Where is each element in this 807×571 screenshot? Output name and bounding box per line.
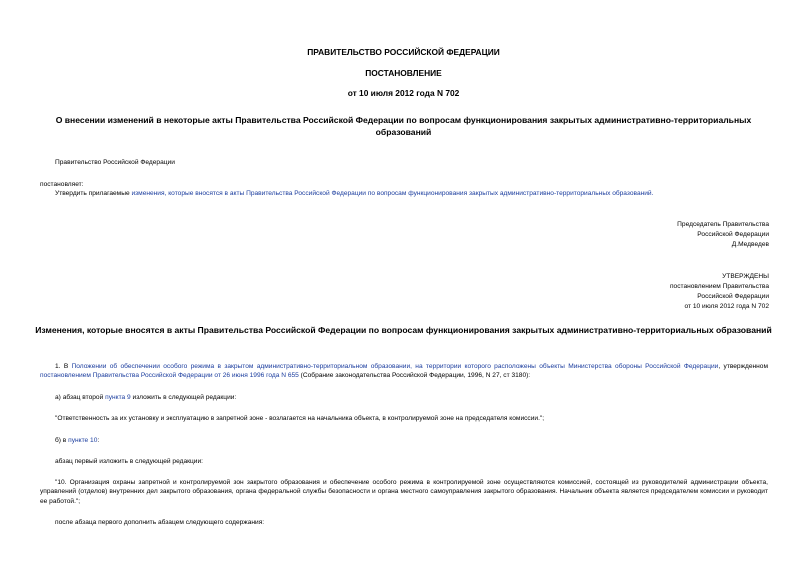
document-title: О внесении изменений в некоторые акты Правительства Российской Федерации по вопросам функционирования закрытых административно-территориальных образований [55, 115, 752, 137]
after-paragraph-instruction: после абзаца первого дополнить абзацем следующего содержания: [55, 519, 265, 526]
point-9-link[interactable]: пункта 9 [105, 394, 131, 401]
sub-a-suffix: изложить в следующей редакции: [130, 394, 237, 401]
sub-b-prefix: б) в [55, 437, 69, 444]
approval-line-2: постановлением Правительства [669, 283, 769, 290]
signature-name: Д.Медведев [731, 241, 769, 248]
government-heading: ПРАВИТЕЛЬСТВО РОССИЙСКОЙ ФЕДЕРАЦИИ [307, 47, 500, 57]
approve-changes-link[interactable]: изменения, которые вносятся в акты Правительства Российской Федерации по вопросам функционирования закрытых административно-территориальных образований. [131, 190, 654, 197]
item-1-mid: , утвержденном [718, 363, 769, 370]
sub-a-paragraph [55, 393, 236, 402]
item-1-prefix: 1. В [55, 363, 72, 370]
approve-prefix: Утвердить прилагаемые [55, 190, 132, 197]
approve-paragraph [55, 189, 653, 198]
quote-a: "Ответственность за их установку и эксплуатацию в запретной зоне - возлагается на начальника объекта, в контролируемой зоне на председателя комиссии."; [55, 415, 545, 422]
approval-line-4: от 10 июля 2012 года N 702 [684, 303, 769, 310]
approval-line-1: УТВЕРЖДЕНЫ [722, 273, 769, 280]
signature-line-1: Председатель Правительства [677, 221, 769, 228]
sub-b-paragraph [55, 436, 99, 445]
approval-line-3: Российской Федерации [697, 293, 769, 300]
item-1-paragraph [40, 362, 768, 381]
sub-a-prefix: а) абзац второй [55, 394, 106, 401]
item-1-suffix: (Собрание законодательства Российской Федерации, 1996, N 27, ст 3180): [298, 372, 531, 380]
preamble-resolves: постановляет: [40, 181, 84, 188]
first-paragraph-instruction: абзац первый изложить в следующей редакции: [55, 458, 203, 465]
point-10-link[interactable]: пункте 10 [68, 437, 98, 444]
sub-b-suffix: : [97, 437, 100, 444]
regulation-link[interactable]: Положении об обеспечении особого режима в закрытом административно-территориальном образовании, на территории которого расположены объекты Министерства обороны Российской Федерации [71, 363, 719, 370]
document-type-heading: ПОСТАНОВЛЕНИЕ [365, 68, 442, 78]
signature-line-2: Российской Федерации [697, 231, 769, 238]
changes-title: Изменения, которые вносятся в акты Правительства Российской Федерации по вопросам функционирования закрытых административно-территориальных образований [35, 325, 772, 335]
quote-b: "10. Организация охраны запретной и контролируемой зон закрытого образования и обеспечение особого режима в контролируемой зоне осуществляются комиссией, состоящей из руководителей администрации объекта, управлений (отделов) внутренних дел закрытого образования, органа федеральной службы безопасности и органа местного самоуправления закрытого образования. Начальник объекта является председателем комиссии и руководит ее работой."; [40, 479, 768, 505]
document-date-number: от 10 июля 2012 года N 702 [347, 88, 460, 98]
preamble-issuer: Правительство Российской Федерации [55, 159, 175, 166]
resolution-655-link[interactable]: постановлением Правительства Российской Федерации от 26 июня 1996 года N 655 [40, 372, 299, 380]
